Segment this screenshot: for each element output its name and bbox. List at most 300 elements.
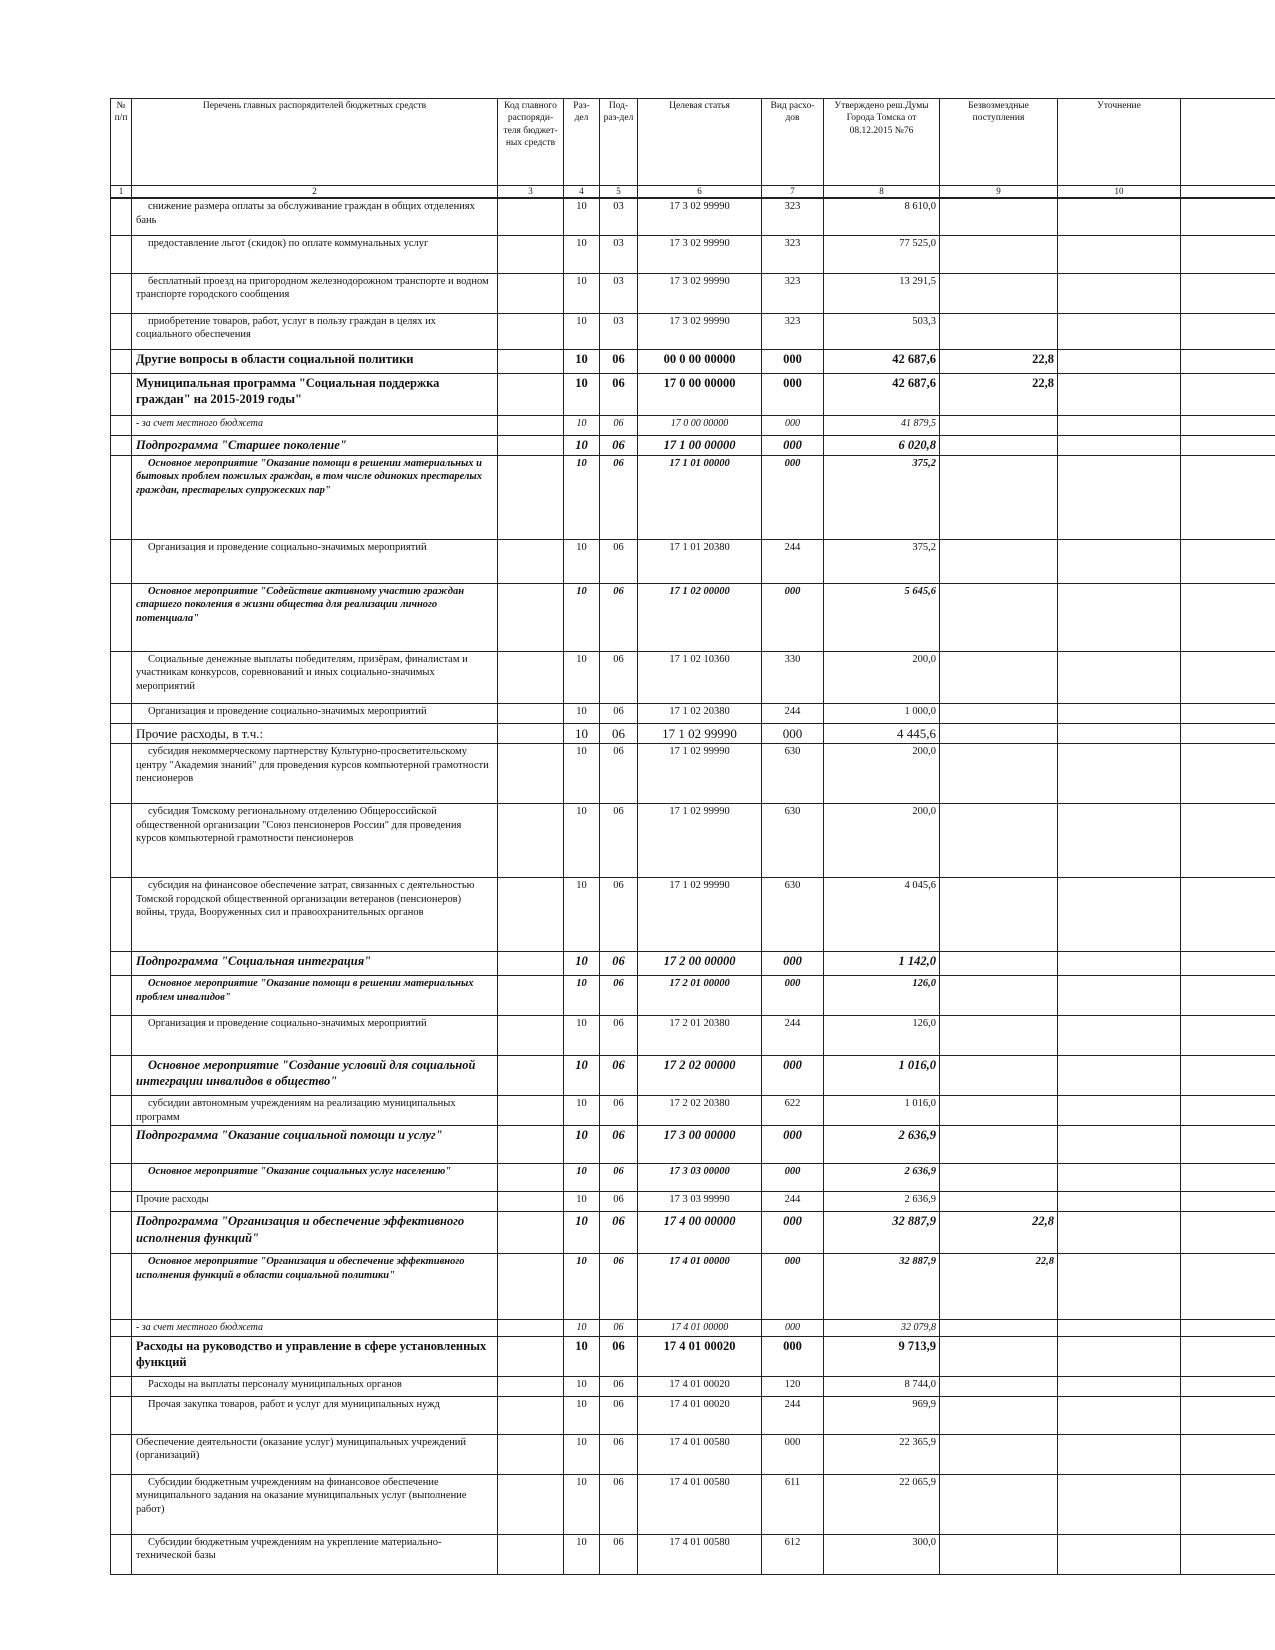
col-header-expense-type: Вид расхо-дов bbox=[762, 99, 824, 186]
cell-num bbox=[111, 349, 132, 373]
cell-clarification bbox=[1058, 1534, 1181, 1574]
cell-target-article: 17 1 02 99990 bbox=[638, 877, 762, 951]
cell-name: Подпрограмма "Старшее поколение" bbox=[132, 435, 498, 455]
table-row bbox=[111, 1336, 1275, 1376]
cell-clarification bbox=[1058, 583, 1181, 651]
cell-extra bbox=[1181, 1192, 1275, 1212]
col-header-approved: Утверждено реш.Думы Города Томска от 08.12.2015 №76 bbox=[824, 99, 940, 186]
cell-target-article: 17 0 00 00000 bbox=[638, 373, 762, 415]
cell-expense-type: 244 bbox=[762, 703, 824, 723]
table-row bbox=[111, 975, 1275, 1015]
table-row bbox=[111, 539, 1275, 583]
cell-clarification bbox=[1058, 273, 1181, 313]
cell-grants-amount bbox=[940, 455, 1058, 539]
cell-name: Основное мероприятие "Создание условий для социальной интеграции инвалидов в общество" bbox=[132, 1055, 498, 1095]
cell-approved-amount: 32 887,9 bbox=[824, 1212, 940, 1254]
cell-expense-type: 323 bbox=[762, 313, 824, 349]
cell-podrazdel: 06 bbox=[600, 583, 638, 651]
cell-clarification bbox=[1058, 455, 1181, 539]
cell-grants-amount bbox=[940, 1126, 1058, 1164]
cell-expense-type: 244 bbox=[762, 539, 824, 583]
cell-clarification bbox=[1058, 198, 1181, 235]
cell-grants-amount bbox=[940, 1396, 1058, 1434]
cell-target-article: 17 4 01 00020 bbox=[638, 1376, 762, 1396]
cell-target-article: 17 1 02 99990 bbox=[638, 723, 762, 743]
cell-target-article: 17 1 02 10360 bbox=[638, 651, 762, 703]
cell-name: субсидии автономным учреждениям на реализацию муниципальных программ bbox=[132, 1095, 498, 1126]
cell-podrazdel: 06 bbox=[600, 1434, 638, 1474]
cell-num bbox=[111, 273, 132, 313]
cell-approved-amount: 200,0 bbox=[824, 803, 940, 877]
table-row bbox=[111, 1254, 1275, 1320]
cell-extra bbox=[1181, 1095, 1275, 1126]
cell-podrazdel: 03 bbox=[600, 273, 638, 313]
cell-clarification bbox=[1058, 235, 1181, 273]
cell-grbs-code bbox=[498, 1376, 564, 1396]
cell-grants-amount bbox=[940, 415, 1058, 435]
cell-expense-type: 323 bbox=[762, 198, 824, 235]
cell-podrazdel: 03 bbox=[600, 313, 638, 349]
cell-grants-amount bbox=[940, 1336, 1058, 1376]
cell-grbs-code bbox=[498, 1254, 564, 1320]
cell-target-article: 17 1 00 00000 bbox=[638, 435, 762, 455]
cell-grbs-code bbox=[498, 651, 564, 703]
cell-extra bbox=[1181, 975, 1275, 1015]
cell-name: Расходы на выплаты персоналу муниципальных органов bbox=[132, 1376, 498, 1396]
cell-podrazdel: 06 bbox=[600, 1015, 638, 1055]
cell-razdel: 10 bbox=[564, 1534, 600, 1574]
cell-podrazdel: 03 bbox=[600, 235, 638, 273]
cell-grbs-code bbox=[498, 415, 564, 435]
cell-num bbox=[111, 415, 132, 435]
cell-extra bbox=[1181, 1336, 1275, 1376]
col-header-podrazdel: Под-раз-дел bbox=[600, 99, 638, 186]
cell-podrazdel: 06 bbox=[600, 651, 638, 703]
cell-approved-amount: 4 445,6 bbox=[824, 723, 940, 743]
cell-expense-type: 244 bbox=[762, 1396, 824, 1434]
cell-approved-amount: 41 879,5 bbox=[824, 415, 940, 435]
cell-num bbox=[111, 1095, 132, 1126]
cell-clarification bbox=[1058, 743, 1181, 803]
cell-extra bbox=[1181, 1055, 1275, 1095]
cell-grbs-code bbox=[498, 723, 564, 743]
col-header-grants: Безвозмездные поступления bbox=[940, 99, 1058, 186]
cell-grants-amount bbox=[940, 651, 1058, 703]
cell-expense-type: 622 bbox=[762, 1095, 824, 1126]
cell-clarification bbox=[1058, 1126, 1181, 1164]
cell-approved-amount: 32 079,8 bbox=[824, 1320, 940, 1336]
cell-clarification bbox=[1058, 1396, 1181, 1434]
cell-grbs-code bbox=[498, 373, 564, 415]
cell-clarification bbox=[1058, 1164, 1181, 1192]
cell-name: Прочие расходы bbox=[132, 1192, 498, 1212]
cell-name: Прочие расходы, в т.ч.: bbox=[132, 723, 498, 743]
table-row bbox=[111, 1164, 1275, 1192]
cell-name: Организация и проведение социально-значимых мероприятий bbox=[132, 703, 498, 723]
cell-grants-amount bbox=[940, 435, 1058, 455]
cell-target-article: 17 4 01 00020 bbox=[638, 1336, 762, 1376]
cell-clarification bbox=[1058, 1055, 1181, 1095]
cell-approved-amount: 126,0 bbox=[824, 1015, 940, 1055]
cell-num bbox=[111, 539, 132, 583]
cell-target-article: 17 1 01 20380 bbox=[638, 539, 762, 583]
cell-razdel: 10 bbox=[564, 1192, 600, 1212]
cell-podrazdel: 06 bbox=[600, 743, 638, 803]
cell-clarification bbox=[1058, 435, 1181, 455]
cell-expense-type: 000 bbox=[762, 373, 824, 415]
cell-extra bbox=[1181, 373, 1275, 415]
cell-grants-amount bbox=[940, 1164, 1058, 1192]
cell-grbs-code bbox=[498, 1534, 564, 1574]
cell-expense-type: 612 bbox=[762, 1534, 824, 1574]
cell-target-article: 17 2 02 20380 bbox=[638, 1095, 762, 1126]
cell-target-article: 17 4 01 00000 bbox=[638, 1320, 762, 1336]
cell-grbs-code bbox=[498, 273, 564, 313]
table-row bbox=[111, 1396, 1275, 1434]
cell-extra bbox=[1181, 1164, 1275, 1192]
cell-clarification bbox=[1058, 803, 1181, 877]
cell-approved-amount: 2 636,9 bbox=[824, 1126, 940, 1164]
cell-num bbox=[111, 1474, 132, 1534]
col-number-7: 7 bbox=[762, 186, 824, 199]
cell-clarification bbox=[1058, 703, 1181, 723]
cell-extra bbox=[1181, 349, 1275, 373]
col-number-2: 2 bbox=[132, 186, 498, 199]
cell-podrazdel: 06 bbox=[600, 1126, 638, 1164]
cell-clarification bbox=[1058, 1434, 1181, 1474]
cell-target-article: 17 4 00 00000 bbox=[638, 1212, 762, 1254]
table-row bbox=[111, 313, 1275, 349]
cell-approved-amount: 503,3 bbox=[824, 313, 940, 349]
cell-razdel: 10 bbox=[564, 1396, 600, 1434]
col-header-razdel: Раз-дел bbox=[564, 99, 600, 186]
cell-expense-type: 244 bbox=[762, 1192, 824, 1212]
cell-razdel: 10 bbox=[564, 743, 600, 803]
cell-expense-type: 244 bbox=[762, 1015, 824, 1055]
cell-grants-amount bbox=[940, 877, 1058, 951]
cell-razdel: 10 bbox=[564, 273, 600, 313]
cell-razdel: 10 bbox=[564, 951, 600, 975]
cell-extra bbox=[1181, 1320, 1275, 1336]
cell-num bbox=[111, 803, 132, 877]
cell-grants-amount bbox=[940, 235, 1058, 273]
cell-expense-type: 000 bbox=[762, 349, 824, 373]
cell-approved-amount: 2 636,9 bbox=[824, 1192, 940, 1212]
cell-razdel: 10 bbox=[564, 723, 600, 743]
cell-podrazdel: 06 bbox=[600, 1095, 638, 1126]
cell-num bbox=[111, 743, 132, 803]
cell-approved-amount: 42 687,6 bbox=[824, 373, 940, 415]
cell-grbs-code bbox=[498, 975, 564, 1015]
cell-grbs-code bbox=[498, 583, 564, 651]
cell-podrazdel: 06 bbox=[600, 877, 638, 951]
cell-razdel: 10 bbox=[564, 1434, 600, 1474]
col-header-num: № п/п bbox=[111, 99, 132, 186]
cell-razdel: 10 bbox=[564, 539, 600, 583]
cell-name: Основное мероприятие "Организация и обеспечение эффективного исполнения функций в области социальной политики" bbox=[132, 1254, 498, 1320]
cell-expense-type: 630 bbox=[762, 743, 824, 803]
cell-grants-amount bbox=[940, 1434, 1058, 1474]
cell-name: бесплатный проезд на пригородном железнодорожном транспорте и водном транспорте городского сообщения bbox=[132, 273, 498, 313]
cell-podrazdel: 06 bbox=[600, 803, 638, 877]
cell-name: снижение размера оплаты за обслуживание граждан в общих отделениях бань bbox=[132, 198, 498, 235]
col-number-5: 5 bbox=[600, 186, 638, 199]
cell-extra bbox=[1181, 235, 1275, 273]
cell-podrazdel: 06 bbox=[600, 435, 638, 455]
cell-expense-type: 000 bbox=[762, 455, 824, 539]
cell-target-article: 17 2 01 00000 bbox=[638, 975, 762, 1015]
cell-extra bbox=[1181, 1212, 1275, 1254]
cell-target-article: 17 1 02 00000 bbox=[638, 583, 762, 651]
cell-grants-amount bbox=[940, 1320, 1058, 1336]
cell-razdel: 10 bbox=[564, 415, 600, 435]
cell-extra bbox=[1181, 703, 1275, 723]
cell-razdel: 10 bbox=[564, 435, 600, 455]
cell-target-article: 17 3 03 99990 bbox=[638, 1192, 762, 1212]
table-row bbox=[111, 1192, 1275, 1212]
cell-extra bbox=[1181, 273, 1275, 313]
cell-num bbox=[111, 975, 132, 1015]
cell-clarification bbox=[1058, 1095, 1181, 1126]
cell-name: субсидия на финансовое обеспечение затрат, связанных с деятельностью Томской городской общественной организации ветеранов (пенсионеров) войны, труда, Вооруженных сил и правоохранительных органов bbox=[132, 877, 498, 951]
cell-name: Субсидии бюджетным учреждениям на финансовое обеспечение муниципального задания на оказание муниципальных услуг (выполнение работ) bbox=[132, 1474, 498, 1534]
cell-target-article: 17 2 00 00000 bbox=[638, 951, 762, 975]
cell-extra bbox=[1181, 1254, 1275, 1320]
cell-approved-amount: 42 687,6 bbox=[824, 349, 940, 373]
cell-extra bbox=[1181, 583, 1275, 651]
cell-clarification bbox=[1058, 539, 1181, 583]
col-number-1: 1 bbox=[111, 186, 132, 199]
cell-approved-amount: 4 045,6 bbox=[824, 877, 940, 951]
cell-podrazdel: 06 bbox=[600, 1396, 638, 1434]
cell-podrazdel: 06 bbox=[600, 373, 638, 415]
cell-expense-type: 000 bbox=[762, 435, 824, 455]
cell-grants-amount bbox=[940, 273, 1058, 313]
cell-num bbox=[111, 651, 132, 703]
cell-target-article: 17 1 02 99990 bbox=[638, 743, 762, 803]
cell-grants-amount bbox=[940, 1474, 1058, 1534]
cell-podrazdel: 06 bbox=[600, 1534, 638, 1574]
cell-grbs-code bbox=[498, 349, 564, 373]
cell-clarification bbox=[1058, 651, 1181, 703]
cell-expense-type: 000 bbox=[762, 723, 824, 743]
cell-podrazdel: 06 bbox=[600, 1212, 638, 1254]
cell-expense-type: 323 bbox=[762, 235, 824, 273]
cell-num bbox=[111, 1212, 132, 1254]
cell-name: Субсидии бюджетным учреждениям на укрепление материально-технической базы bbox=[132, 1534, 498, 1574]
cell-name: Основное мероприятие "Оказание помощи в решении материальных и бытовых проблем пожилых граждан, в том числе одиноких престарелых граждан, престарелых супружеских пар" bbox=[132, 455, 498, 539]
cell-name: субсидия некоммерческому партнерству Культурно-просветительскому центру "Академия знаний" для проведения курсов компьютерной грамотности пенсионеров bbox=[132, 743, 498, 803]
cell-num bbox=[111, 455, 132, 539]
col-number-11 bbox=[1181, 186, 1275, 199]
cell-name: Основное мероприятие "Оказание помощи в решении материальных проблем инвалидов" bbox=[132, 975, 498, 1015]
cell-grbs-code bbox=[498, 877, 564, 951]
cell-target-article: 17 3 03 00000 bbox=[638, 1164, 762, 1192]
table-row bbox=[111, 198, 1275, 235]
cell-expense-type: 000 bbox=[762, 583, 824, 651]
cell-expense-type: 330 bbox=[762, 651, 824, 703]
cell-name: Другие вопросы в области социальной политики bbox=[132, 349, 498, 373]
cell-name: Подпрограмма "Организация и обеспечение эффективного исполнения функций" bbox=[132, 1212, 498, 1254]
cell-expense-type: 611 bbox=[762, 1474, 824, 1534]
cell-extra bbox=[1181, 877, 1275, 951]
cell-num bbox=[111, 1434, 132, 1474]
cell-grants-amount bbox=[940, 539, 1058, 583]
cell-approved-amount: 1 016,0 bbox=[824, 1055, 940, 1095]
cell-razdel: 10 bbox=[564, 1164, 600, 1192]
cell-razdel: 10 bbox=[564, 1212, 600, 1254]
col-number-10: 10 bbox=[1058, 186, 1181, 199]
cell-num bbox=[111, 583, 132, 651]
table-row bbox=[111, 373, 1275, 415]
cell-grants-amount bbox=[940, 1192, 1058, 1212]
cell-name: Прочая закупка товаров, работ и услуг для муниципальных нужд bbox=[132, 1396, 498, 1434]
cell-razdel: 10 bbox=[564, 1336, 600, 1376]
cell-approved-amount: 300,0 bbox=[824, 1534, 940, 1574]
cell-name: Социальные денежные выплаты победителям, призёрам, финалистам и участникам конкурсов, соревнований и иных социально-значимых мероприятий bbox=[132, 651, 498, 703]
cell-grbs-code bbox=[498, 1126, 564, 1164]
cell-grants-amount bbox=[940, 1376, 1058, 1396]
cell-podrazdel: 06 bbox=[600, 1055, 638, 1095]
cell-razdel: 10 bbox=[564, 1474, 600, 1534]
cell-target-article: 17 3 00 00000 bbox=[638, 1126, 762, 1164]
col-number-8: 8 bbox=[824, 186, 940, 199]
cell-expense-type: 323 bbox=[762, 273, 824, 313]
cell-grants-amount bbox=[940, 743, 1058, 803]
cell-expense-type: 000 bbox=[762, 1164, 824, 1192]
cell-name: Обеспечение деятельности (оказание услуг) муниципальных учреждений (организаций) bbox=[132, 1434, 498, 1474]
cell-grbs-code bbox=[498, 1212, 564, 1254]
cell-clarification bbox=[1058, 1474, 1181, 1534]
cell-extra bbox=[1181, 455, 1275, 539]
cell-grbs-code bbox=[498, 803, 564, 877]
cell-num bbox=[111, 235, 132, 273]
cell-podrazdel: 06 bbox=[600, 975, 638, 1015]
cell-approved-amount: 77 525,0 bbox=[824, 235, 940, 273]
table-row bbox=[111, 1212, 1275, 1254]
cell-target-article: 17 1 01 00000 bbox=[638, 455, 762, 539]
cell-target-article: 00 0 00 00000 bbox=[638, 349, 762, 373]
cell-num bbox=[111, 373, 132, 415]
cell-approved-amount: 22 065,9 bbox=[824, 1474, 940, 1534]
cell-extra bbox=[1181, 743, 1275, 803]
cell-grbs-code bbox=[498, 1396, 564, 1434]
cell-podrazdel: 06 bbox=[600, 1474, 638, 1534]
cell-grants-amount bbox=[940, 313, 1058, 349]
table-row bbox=[111, 1095, 1275, 1126]
cell-expense-type: 630 bbox=[762, 803, 824, 877]
table-body bbox=[111, 198, 1275, 1574]
cell-podrazdel: 06 bbox=[600, 1376, 638, 1396]
cell-podrazdel: 06 bbox=[600, 1254, 638, 1320]
cell-target-article: 17 2 01 20380 bbox=[638, 1015, 762, 1055]
cell-approved-amount: 5 645,6 bbox=[824, 583, 940, 651]
table-row bbox=[111, 1474, 1275, 1534]
cell-extra bbox=[1181, 1396, 1275, 1434]
cell-grbs-code bbox=[498, 703, 564, 723]
cell-extra bbox=[1181, 951, 1275, 975]
cell-name: - за счет местного бюджета bbox=[132, 415, 498, 435]
cell-clarification bbox=[1058, 415, 1181, 435]
cell-expense-type: 000 bbox=[762, 415, 824, 435]
cell-num bbox=[111, 703, 132, 723]
cell-expense-type: 000 bbox=[762, 975, 824, 1015]
cell-razdel: 10 bbox=[564, 455, 600, 539]
table-row bbox=[111, 583, 1275, 651]
cell-expense-type: 120 bbox=[762, 1376, 824, 1396]
cell-grants-amount: 22,8 bbox=[940, 349, 1058, 373]
col-number-3: 3 bbox=[498, 186, 564, 199]
cell-grbs-code bbox=[498, 198, 564, 235]
cell-extra bbox=[1181, 1015, 1275, 1055]
cell-extra bbox=[1181, 313, 1275, 349]
cell-name: предоставление льгот (скидок) по оплате коммунальных услуг bbox=[132, 235, 498, 273]
cell-approved-amount: 8 744,0 bbox=[824, 1376, 940, 1396]
cell-clarification bbox=[1058, 1320, 1181, 1336]
cell-extra bbox=[1181, 651, 1275, 703]
table-row bbox=[111, 235, 1275, 273]
cell-clarification bbox=[1058, 877, 1181, 951]
cell-expense-type: 000 bbox=[762, 1434, 824, 1474]
cell-approved-amount: 13 291,5 bbox=[824, 273, 940, 313]
cell-podrazdel: 06 bbox=[600, 349, 638, 373]
budget-table bbox=[110, 98, 1275, 1575]
cell-approved-amount: 22 365,9 bbox=[824, 1434, 940, 1474]
cell-target-article: 17 3 02 99990 bbox=[638, 273, 762, 313]
cell-clarification bbox=[1058, 1212, 1181, 1254]
cell-target-article: 17 4 01 00580 bbox=[638, 1534, 762, 1574]
cell-num bbox=[111, 1336, 132, 1376]
cell-expense-type: 000 bbox=[762, 1254, 824, 1320]
table-row bbox=[111, 1434, 1275, 1474]
cell-grants-amount: 22,8 bbox=[940, 1254, 1058, 1320]
cell-num bbox=[111, 198, 132, 235]
cell-grbs-code bbox=[498, 1095, 564, 1126]
cell-grbs-code bbox=[498, 1055, 564, 1095]
cell-podrazdel: 06 bbox=[600, 723, 638, 743]
cell-clarification bbox=[1058, 723, 1181, 743]
cell-num bbox=[111, 313, 132, 349]
cell-expense-type: 630 bbox=[762, 877, 824, 951]
cell-podrazdel: 06 bbox=[600, 415, 638, 435]
cell-razdel: 10 bbox=[564, 877, 600, 951]
cell-num bbox=[111, 1254, 132, 1320]
cell-grants-amount bbox=[940, 1534, 1058, 1574]
cell-approved-amount: 1 000,0 bbox=[824, 703, 940, 723]
cell-num bbox=[111, 1126, 132, 1164]
cell-grants-amount bbox=[940, 1015, 1058, 1055]
cell-extra bbox=[1181, 723, 1275, 743]
cell-expense-type: 000 bbox=[762, 1055, 824, 1095]
col-number-4: 4 bbox=[564, 186, 600, 199]
cell-target-article: 17 3 02 99990 bbox=[638, 198, 762, 235]
cell-approved-amount: 9 713,9 bbox=[824, 1336, 940, 1376]
cell-podrazdel: 06 bbox=[600, 455, 638, 539]
cell-razdel: 10 bbox=[564, 1095, 600, 1126]
cell-grbs-code bbox=[498, 951, 564, 975]
cell-num bbox=[111, 951, 132, 975]
cell-podrazdel: 03 bbox=[600, 198, 638, 235]
cell-clarification bbox=[1058, 1254, 1181, 1320]
cell-approved-amount: 8 610,0 bbox=[824, 198, 940, 235]
cell-target-article: 17 1 02 99990 bbox=[638, 803, 762, 877]
header-row bbox=[111, 99, 1275, 186]
cell-num bbox=[111, 1164, 132, 1192]
cell-podrazdel: 06 bbox=[600, 1320, 638, 1336]
cell-name: Организация и проведение социально-значимых мероприятий bbox=[132, 1015, 498, 1055]
table-row bbox=[111, 1015, 1275, 1055]
cell-name: Расходы на руководство и управление в сфере установленных функций bbox=[132, 1336, 498, 1376]
